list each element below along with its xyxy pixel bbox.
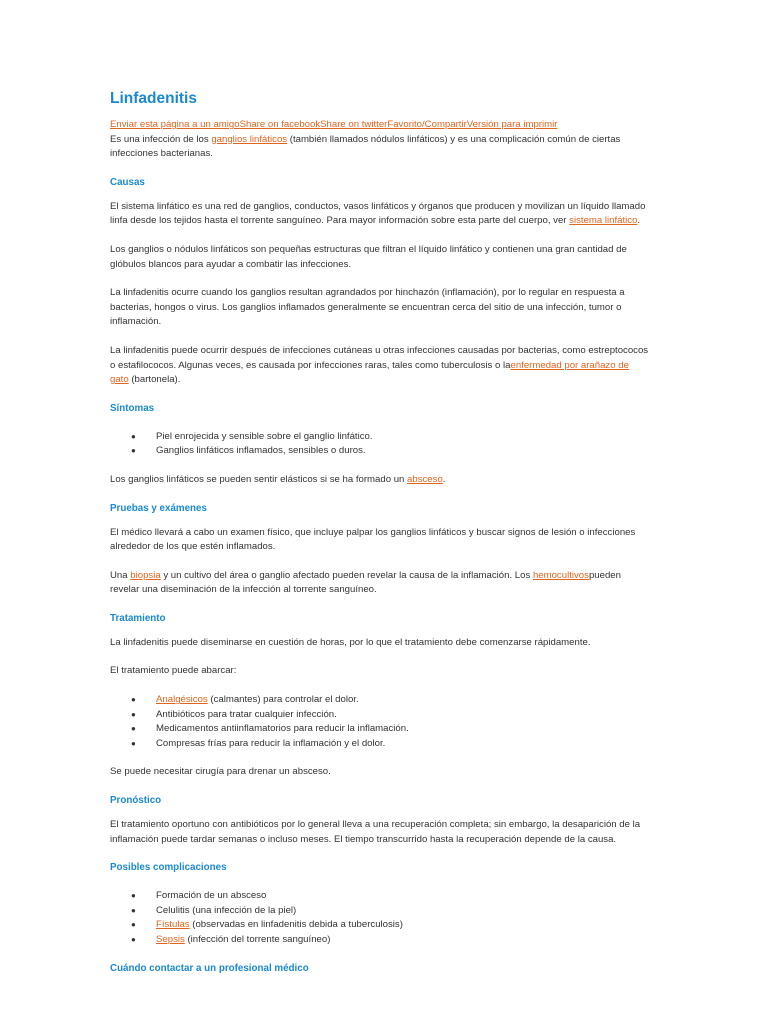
list-item	[110, 430, 650, 445]
causes-p4-end: (bartonela).	[128, 374, 181, 386]
bullet-icon: ●	[131, 891, 136, 901]
cat-scratch-disease-link[interactable]: enfermedad por arañazo de gato	[110, 359, 629, 386]
biopsy-link[interactable]: biopsia	[130, 569, 161, 581]
list-item	[110, 693, 650, 708]
list-item	[110, 708, 650, 723]
list-item-text: (observadas en linfadenitis debida a tuberculosis)	[189, 919, 403, 931]
bullet-icon: ●	[131, 724, 136, 734]
symptoms-list	[110, 430, 650, 459]
lymphatic-system-link[interactable]: sistema linfático	[569, 215, 638, 227]
bullet-icon: ●	[131, 905, 136, 915]
intro-text-1: Es una infección de los	[110, 133, 212, 145]
favorite-share-link[interactable]: Favorito/Compartir	[387, 119, 467, 130]
causes-paragraph-3: La linfadenitis ocurre cuando los ganglios resultan agrandados por hinchazón (inflamación), por lo regular en respuesta a bacterias, hongos o virus. Los ganglios inflamados generalmente se encuentran cerca del sitio de una infección, tumor o inflamación.	[110, 287, 625, 328]
treatment-heading: Tratamiento	[110, 612, 166, 624]
symptoms-p-text: Los ganglios linfáticos se pueden sentir elásticos si se ha formado un	[110, 473, 408, 485]
bullet-icon: ●	[131, 709, 136, 719]
tests-heading: Pruebas y exámenes	[110, 502, 207, 514]
symptoms-p-end: .	[442, 473, 446, 485]
causes-p1-end: .	[637, 215, 641, 227]
causes-paragraph-1	[110, 200, 650, 229]
list-item-text: Celulitis (una infección de la piel)	[156, 904, 297, 916]
tests-p2-text-2: y un cultivo del área o ganglio afectado pueden revelar la causa de la inflamación. Los	[160, 569, 533, 581]
list-item	[110, 722, 650, 737]
print-version-link[interactable]: Versión para imprimir	[466, 119, 558, 130]
blood-cultures-link[interactable]: hemocultivos	[532, 569, 589, 581]
list-item-text: (calmantes) para controlar el dolor.	[207, 694, 359, 706]
list-item-text: (infección del torrente sanguíneo)	[184, 934, 331, 945]
tests-p2-text-3: pueden revelar una diseminación de la infección al torrente sanguíneo.	[110, 569, 621, 596]
share-facebook-link[interactable]: Share on facebook	[239, 119, 321, 130]
bullet-icon: ●	[131, 738, 136, 748]
list-item-text: Medicamentos antiinflamatorios para reducir la inflamación.	[156, 723, 409, 735]
list-item	[110, 889, 650, 904]
tests-p2-text-1: Una	[110, 569, 131, 581]
symptoms-heading: Síntomas	[110, 402, 155, 414]
symptoms-paragraph	[110, 473, 650, 488]
complications-list	[110, 889, 650, 947]
treatment-paragraph-2: El tratamiento puede abarcar:	[110, 665, 237, 677]
list-item-text: Formación de un absceso	[156, 890, 267, 902]
list-item	[110, 933, 650, 948]
sepsis-link[interactable]: Sepsis	[156, 934, 185, 945]
page-title: Linfadenitis	[110, 90, 197, 107]
list-item	[110, 737, 650, 752]
bullet-icon: ●	[131, 695, 136, 705]
list-item	[110, 918, 650, 933]
causes-heading: Causas	[110, 176, 145, 188]
bullet-icon: ●	[131, 920, 136, 930]
prognosis-heading: Pronóstico	[110, 795, 162, 807]
fistulas-link[interactable]: Fístulas	[156, 919, 190, 931]
tests-paragraph-2	[110, 569, 650, 598]
treatment-list	[110, 693, 650, 751]
causes-paragraph-2: Los ganglios o nódulos linfáticos son pequeñas estructuras que filtran el líquido linfático y contienen una gran cantidad de glóbulos blancos para ayudar a combatir las infecciones.	[110, 243, 627, 270]
intro-text-2: (también llamados nódulos linfáticos) y es una complicación común de ciertas infecciones bacterianas.	[110, 133, 621, 160]
send-to-friend-link[interactable]: Enviar esta página a un amigo	[110, 119, 240, 130]
contact-doctor-heading: Cuándo contactar a un profesional médico	[110, 962, 309, 974]
causes-p4-text: La linfadenitis puede ocurrir después de infecciones cutáneas u otras infecciones causadas por bacterias, como estreptococos o estafilococos. Algunas veces, es causada por infecciones raras, tales como tuberculosis o la	[110, 344, 649, 371]
bullet-icon: ●	[131, 431, 136, 441]
share-links-bar	[110, 118, 650, 133]
prognosis-paragraph: El tratamiento oportuno con antibióticos por lo general lleva a una recuperación completa; sin embargo, la desaparición de la inflamación puede tardar semanas o incluso meses. El tiempo transcurrido hasta la recuperación depende de la causa.	[110, 819, 641, 845]
share-twitter-link[interactable]: Share on twitter	[320, 119, 388, 130]
list-item-text: Piel enrojecida y sensible sobre el ganglio linfático.	[156, 430, 373, 442]
treatment-paragraph-1: La linfadenitis puede diseminarse en cuestión de horas, por lo que el tratamiento debe comenzarse rápidamente.	[110, 636, 591, 648]
intro-paragraph	[110, 133, 650, 162]
causes-p1-text: El sistema linfático es una red de ganglios, conductos, vasos linfáticos y órganos que producen y movilizan un líquido llamado linfa desde los tejidos hasta el torrente sanguíneo. Para mayor información sobre esta parte del cuerpo, ver	[110, 200, 646, 227]
causes-paragraph-4	[110, 344, 650, 388]
list-item-text: Compresas frías para reducir la inflamación y el dolor.	[156, 737, 386, 749]
article-content	[110, 88, 650, 976]
complications-heading: Posibles complicaciones	[110, 862, 227, 874]
list-item-text: Ganglios linfáticos inflamados, sensibles o duros.	[156, 445, 366, 457]
bullet-icon: ●	[131, 446, 136, 456]
list-item	[110, 444, 650, 459]
analgesics-link[interactable]: Analgésicos	[156, 694, 208, 706]
tests-paragraph-1: El médico llevará a cabo un examen físico, que incluye palpar los ganglios linfáticos y buscar signos de lesión o infecciones alrededor de los que estén inflamados.	[110, 526, 636, 553]
list-item-text: Antibióticos para tratar cualquier infección.	[156, 708, 337, 720]
abscess-link[interactable]: absceso	[407, 473, 443, 485]
list-item	[110, 904, 650, 919]
lymph-nodes-link[interactable]: ganglios linfáticos	[211, 133, 288, 145]
treatment-paragraph-3: Se puede necesitar cirugía para drenar un absceso.	[110, 766, 331, 778]
bullet-icon: ●	[131, 935, 136, 944]
